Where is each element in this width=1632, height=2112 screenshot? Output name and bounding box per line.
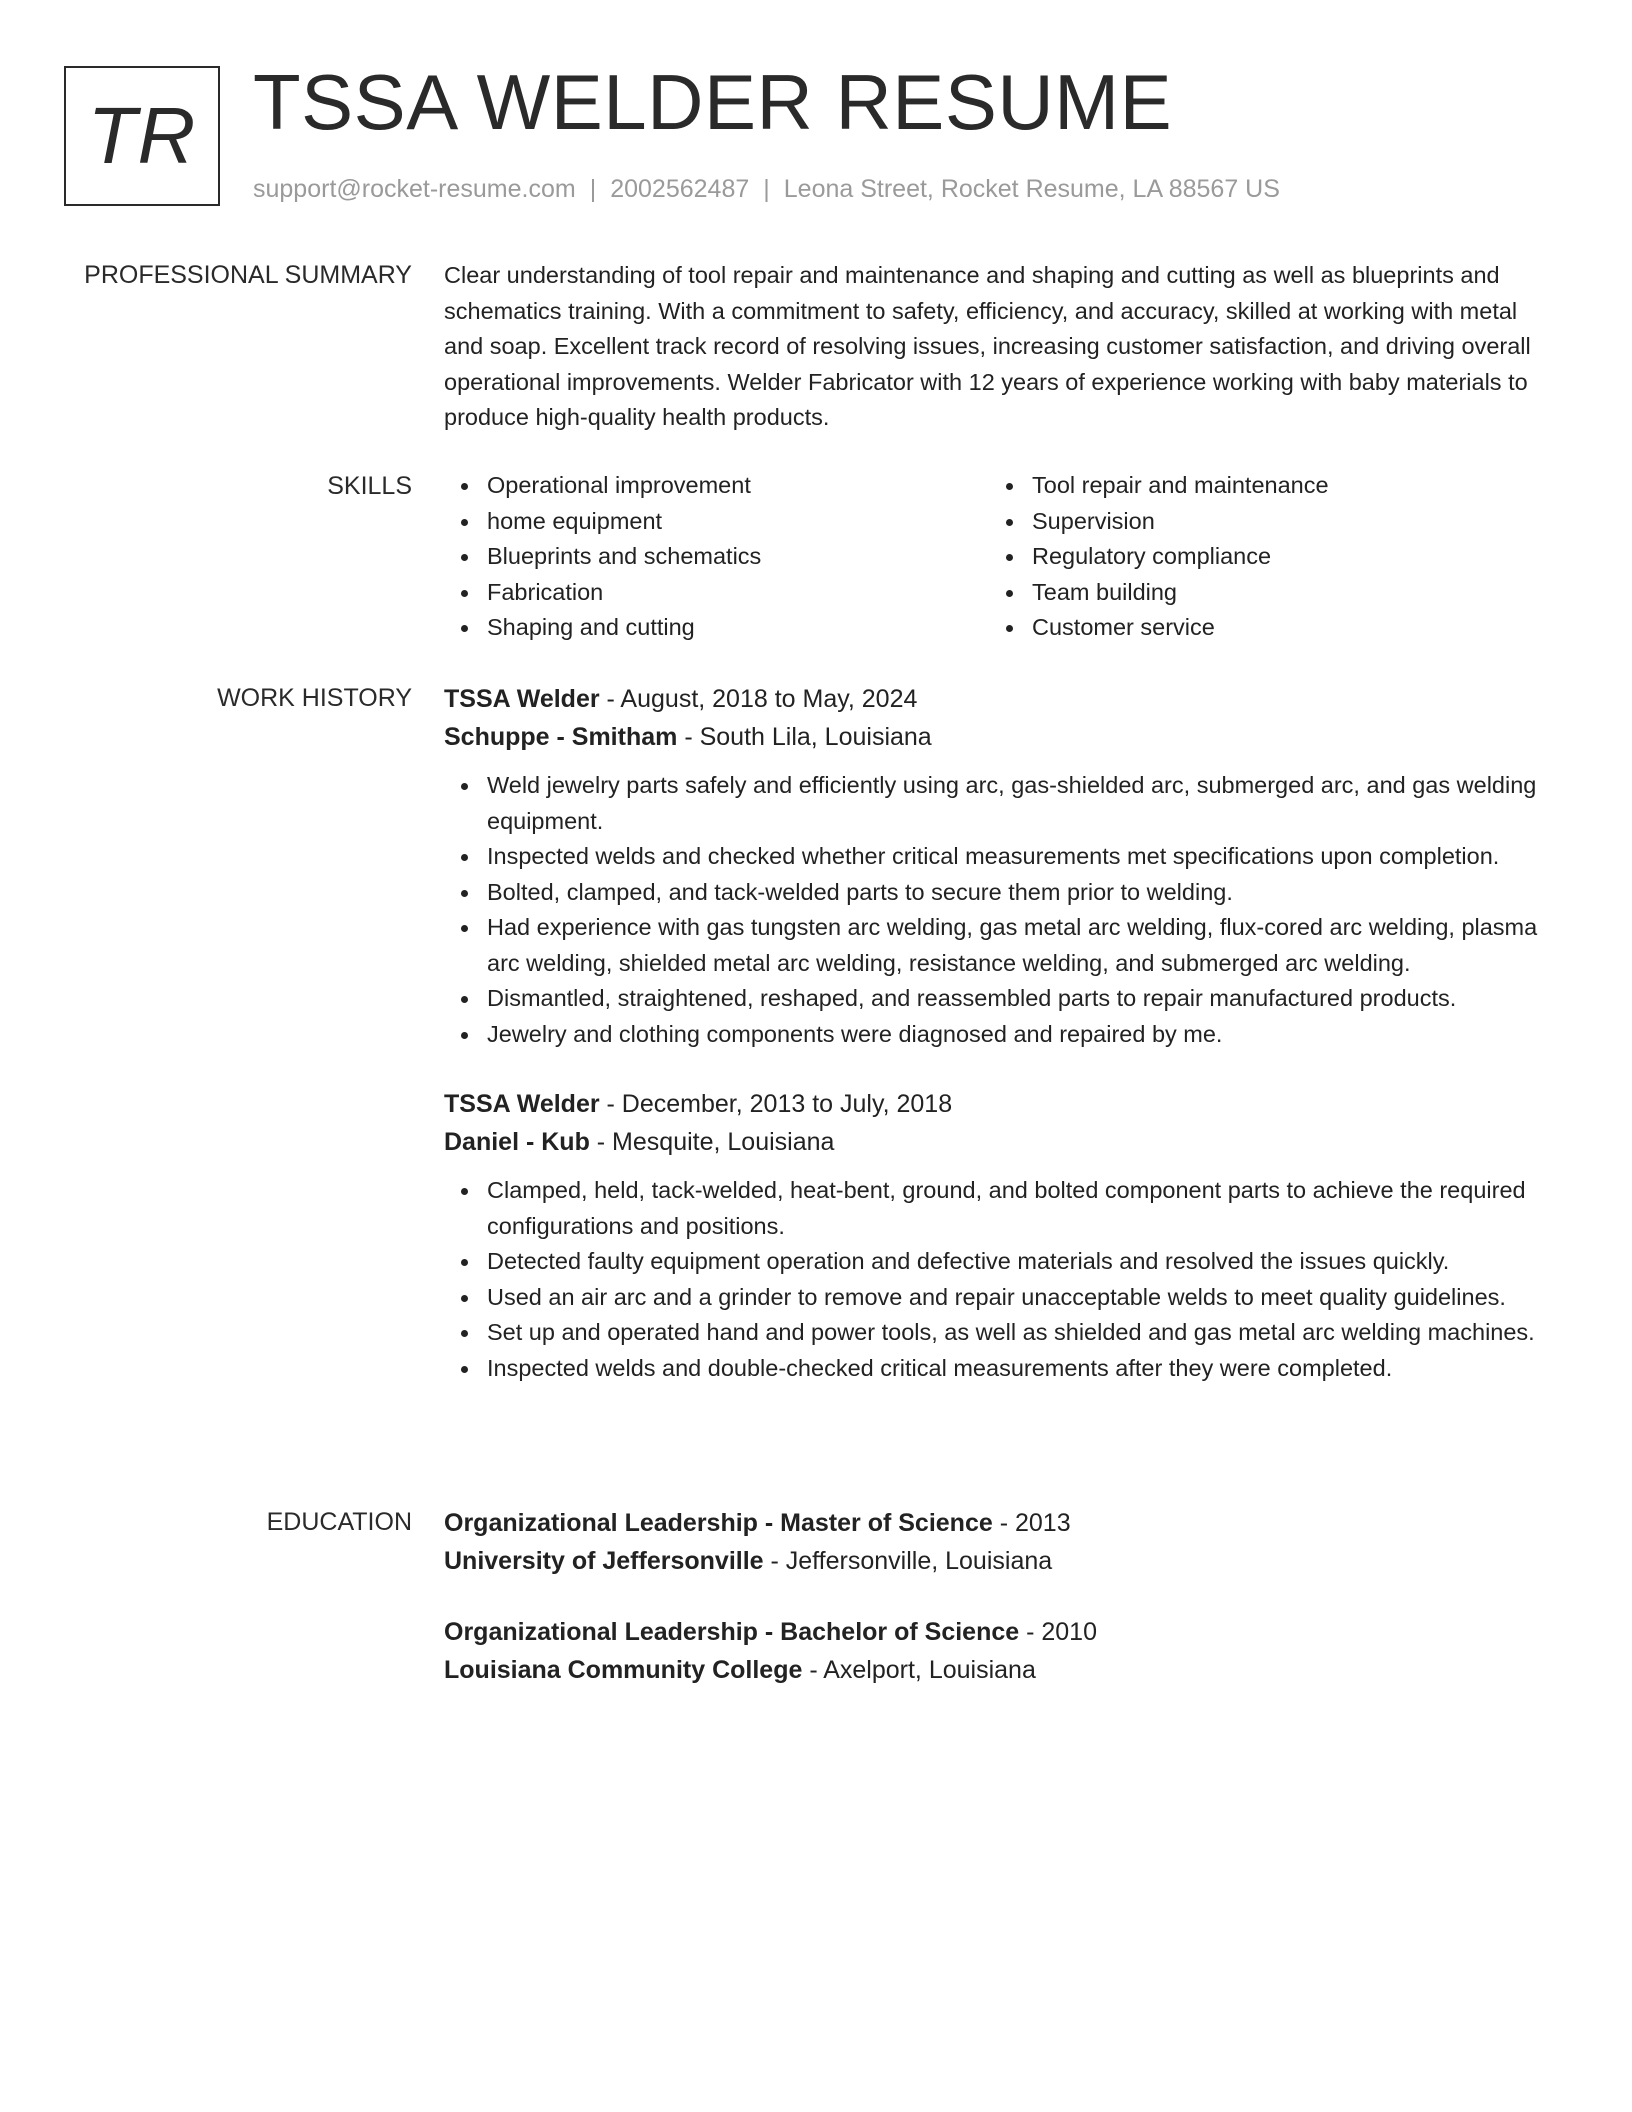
job-company: Daniel - Kub [444, 1128, 590, 1156]
education-school-line [444, 1542, 1556, 1580]
education-degree-line [444, 1613, 1556, 1651]
education-degree: Organizational Leadership - Master of Science [444, 1509, 993, 1537]
job-bullet: Inspected welds and checked whether critical measurements met specifications upon completion. [444, 839, 1556, 875]
education-location: - Jeffersonville, Louisiana [763, 1547, 1053, 1575]
skills-columns [444, 468, 1556, 646]
job-bullet: Weld jewelry parts safely and efficiently using arc, gas-shielded arc, submerged arc, and gas welding equipment. [444, 768, 1556, 839]
job-bullet: Inspected welds and double-checked critical measurements after they were completed. [444, 1351, 1556, 1387]
summary-text: Clear understanding of tool repair and maintenance and shaping and cutting as well as blueprints and schematics training. With a commitment to safety, efficiency, and accuracy, skilled at working with metal and soap. Excellent track record of resolving issues, increasing customer satisfaction, and driving overall operational improvements. Welder Fabricator with 12 years of experience working with baby materials to produce high-quality health products. [444, 262, 1531, 430]
skill-item: Blueprints and schematics [444, 539, 989, 575]
summary-body [444, 258, 1556, 436]
work-history-label: WORK HISTORY [217, 684, 412, 712]
education-year: - 2010 [1019, 1618, 1097, 1646]
contact-line [253, 172, 1280, 206]
job-bullet: Bolted, clamped, and tack-welded parts to secure them prior to welding. [444, 875, 1556, 911]
skill-item: home equipment [444, 504, 989, 540]
job-bullet: Used an air arc and a grinder to remove and repair unacceptable welds to meet quality guidelines. [444, 1280, 1556, 1316]
job-dates: - August, 2018 to May, 2024 [599, 685, 918, 713]
skill-item: Regulatory compliance [989, 539, 1549, 575]
job-location: - Mesquite, Louisiana [589, 1128, 835, 1156]
education-school-line [444, 1651, 1556, 1689]
skills-column-2 [989, 468, 1549, 646]
job-bullets [444, 768, 1556, 1052]
skills-label: SKILLS [327, 472, 412, 500]
education-degree: Organizational Leadership - Bachelor of Science [444, 1618, 1020, 1646]
work-history-body [444, 680, 1556, 1386]
contact-separator: | [763, 175, 770, 203]
job-title-line [444, 680, 1556, 718]
skill-item: Team building [989, 575, 1549, 611]
skill-item: Shaping and cutting [444, 610, 989, 646]
job-bullet: Dismantled, straightened, reshaped, and reassembled parts to repair manufactured products. [444, 981, 1556, 1017]
job-bullet: Had experience with gas tungsten arc welding, gas metal arc welding, flux-cored arc welding, plasma arc welding, shielded metal arc welding, resistance welding, and submerged arc welding. [444, 910, 1556, 981]
job-bullet: Detected faulty equipment operation and defective materials and resolved the issues quickly. [444, 1244, 1556, 1280]
job-location: - South Lila, Louisiana [677, 723, 932, 751]
education-school: University of Jeffersonville [444, 1547, 764, 1575]
job-entry [444, 680, 1556, 1052]
job-title: TSSA Welder [444, 1090, 600, 1118]
job-dates: - December, 2013 to July, 2018 [599, 1090, 953, 1118]
education-entry [444, 1613, 1556, 1689]
job-bullet: Set up and operated hand and power tools, as well as shielded and gas metal arc welding machines. [444, 1315, 1556, 1351]
education-label: EDUCATION [266, 1508, 412, 1536]
education-year: - 2013 [992, 1509, 1071, 1537]
job-company-line [444, 718, 1556, 756]
skill-item: Customer service [989, 610, 1549, 646]
education-body [444, 1504, 1556, 1689]
contact-separator: | [589, 175, 597, 203]
job-company-line [444, 1123, 1556, 1161]
summary-label: PROFESSIONAL SUMMARY [84, 261, 412, 289]
job-bullets [444, 1173, 1556, 1386]
job-bullet: Jewelry and clothing components were diagnosed and repaired by me. [444, 1017, 1556, 1053]
skills-column-1 [444, 468, 989, 646]
skill-item: Supervision [989, 504, 1549, 540]
skill-item: Fabrication [444, 575, 989, 611]
job-entry [444, 1085, 1556, 1386]
monogram-logo [64, 66, 220, 206]
resume-title: TSSA WELDER RESUME [253, 58, 1173, 146]
job-bullet: Clamped, held, tack-welded, heat-bent, ground, and bolted component parts to achieve the required configurations and positions. [444, 1173, 1556, 1244]
education-degree-line [444, 1504, 1556, 1542]
skill-item: Tool repair and maintenance [989, 468, 1549, 504]
monogram-text: TR [87, 91, 197, 180]
education-location: - Axelport, Louisiana [802, 1656, 1036, 1684]
job-company: Schuppe - Smitham [444, 723, 678, 751]
education-entry [444, 1504, 1556, 1580]
contact-address: Leona Street, Rocket Resume, LA 88567 US [783, 175, 1280, 203]
contact-email[interactable]: support@rocket-resume.com [253, 175, 576, 203]
contact-phone[interactable]: 2002562487 [610, 175, 750, 203]
job-title-line [444, 1085, 1556, 1123]
skill-item: Operational improvement [444, 468, 989, 504]
skills-body [444, 468, 1556, 646]
education-school: Louisiana Community College [444, 1656, 803, 1684]
job-title: TSSA Welder [444, 685, 600, 713]
